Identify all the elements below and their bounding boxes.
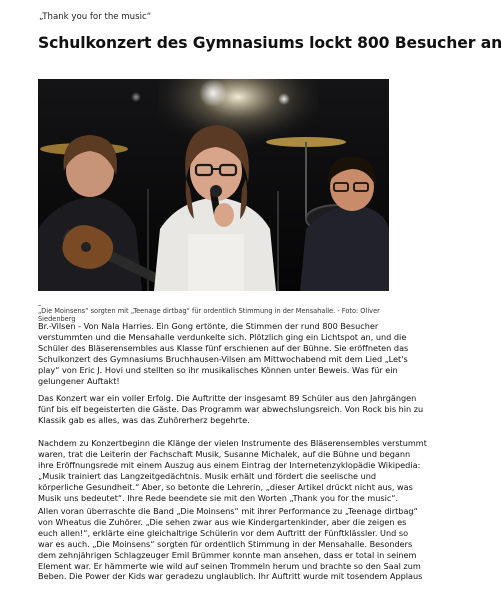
paragraph-line: Schüler des Bläserensembles aus Klasse fünf erschienen auf der Bühne. Sie eröffneten das — [38, 342, 409, 353]
spotlight-icon — [199, 79, 227, 107]
article-paragraph — [38, 438, 427, 503]
paragraph-line: Allen voran überraschte die Band „Die Moinsens“ mit ihrer Performance zu „Teenage dirtbag“ — [38, 506, 418, 516]
band-performance-photo — [38, 79, 389, 291]
paragraph-line: waren, trat die Leiterin der Fachschaft Musik, Susanne Michalek, auf die Bühne und begann — [38, 448, 411, 459]
photo-caption — [38, 298, 390, 324]
paragraph-line: Element war. Er hämmerte wie wild auf seinen Trommeln herum und brachte so den Saal zum — [38, 560, 421, 571]
caption-line: Siedenberg — [38, 315, 76, 324]
article-paragraph — [38, 506, 423, 582]
paragraph-line: fünf bis elf begeisterten die Gäste. Das Programm war abwechslungsreich. Von Rock bis hin zu — [38, 403, 424, 414]
paragraph-line: euch allen!“, erklärte eine gleichaltrige Schülerin vor dem Auftritt der Fünftklässler. Und so — [38, 527, 409, 538]
article-kicker: „Thank you for the music“ — [39, 12, 152, 22]
paragraph-line: ihre Eröffnungsrede mit einem Auszug aus einem Eintrag der Internetenzyklopädie Wikipedia: — [38, 459, 421, 470]
paragraph-line: play“ von Eric J. Hovi und stellten so ihr musikalisches Können unter Beweis. Was für ein — [38, 364, 398, 375]
paragraph-line: Br.-Vilsen - Von Nala Harries. Ein Gong ertönte, die Stimmen der rund 800 Besucher — [38, 321, 379, 331]
paragraph-line: verstummten und die Mensahalle verdunkelte sich. Plötzlich ging ein Lichtspot an, und die — [38, 331, 407, 342]
paragraph-line: Schulkonzert des Gymnasiums Bruchhausen-Vilsen am Mittwochabend mit dem Lied „Let's — [38, 353, 408, 364]
paragraph-line: Klassik gab es alles, was das Zuhörerherz begehrte. — [38, 414, 250, 425]
article-photo[interactable] — [38, 79, 389, 291]
paragraph-line: von Wheatus die Zuhörer. „Die sehen zwar aus wie Kindergartenkinder, aber die zeigen es — [38, 516, 407, 527]
article-paragraph — [38, 321, 409, 386]
paragraph-line: „Musik trainiert das Langzeitgedächtnis. Musik erhält und fördert die seelische und — [38, 470, 377, 481]
paragraph-line: körperliche Gesundheit.“ Aber, so betonte die Lehrerin, „dieser Artikel drückt nicht aus, was — [38, 481, 413, 492]
paragraph-line: dem zehnjährigen Schlagzeuger Emil Brümmer konnte man ansehen, dass er total in seinem — [38, 549, 417, 560]
paragraph-line: Das Konzert war ein voller Erfolg. Die Auftritte der insgesamt 89 Schüler aus den Jahrgängen — [38, 393, 417, 403]
article-paragraph — [38, 393, 424, 426]
paragraph-line: Beben. Die Power der Kids war geradezu unglaublich. Ihr Auftritt wurde mit tosendem Applaus — [38, 571, 423, 582]
caption-line: „Die Moinsens“ sorgten mit „Teenage dirtbag“ für ordentlich Stimmung in der Mensahalle. - Foto: Oliver — [38, 306, 380, 315]
paragraph-line: war es auch. „Die Moinsens“ sorgten für ordentlich Stimmung in der Mensahalle. Besonders — [38, 538, 413, 549]
article-headline: Schulkonzert des Gymnasiums lockt 800 Besucher an — [38, 34, 502, 52]
paragraph-line: Musik uns bedeutet“. Ihre Rede beendete sie mit den Worten „Thank you for the music“. — [38, 492, 399, 503]
paragraph-line: Nachdem zu Konzertbeginn die Klänge der vielen Instrumente des Bläserensembles verstummt — [38, 438, 427, 448]
caption-line: _ — [38, 298, 42, 306]
paragraph-line: gelungener Auftakt! — [38, 375, 120, 386]
